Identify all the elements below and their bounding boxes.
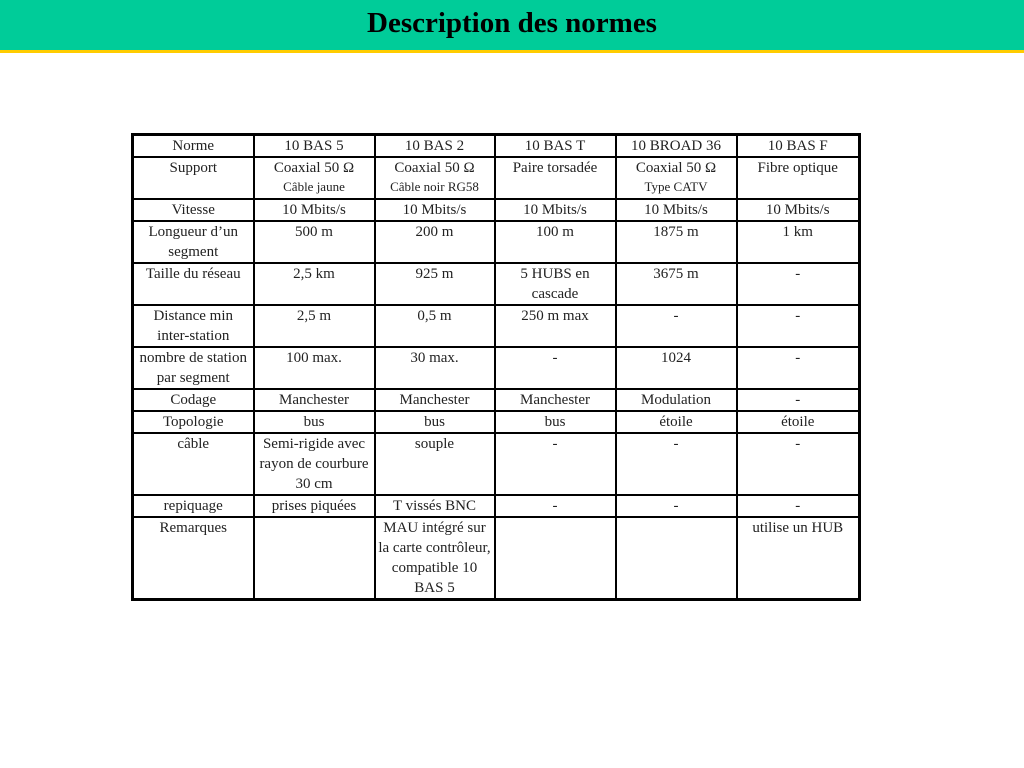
table-cell xyxy=(616,157,737,199)
header-cell-norme: Norme xyxy=(133,135,254,158)
table-cell: 10 Mbits/s xyxy=(254,199,375,221)
row-label: Longueur d’un segment xyxy=(133,221,254,263)
table-cell: étoile xyxy=(737,411,860,433)
row-label: repiquage xyxy=(133,495,254,517)
row-label: Remarques xyxy=(133,517,254,600)
table-row xyxy=(133,305,860,347)
row-label: câble xyxy=(133,433,254,495)
norms-table xyxy=(131,133,861,601)
table-cell: 100 m xyxy=(495,221,616,263)
table-cell: bus xyxy=(375,411,495,433)
table-cell: 2,5 km xyxy=(254,263,375,305)
header-cell-10broad36: 10 BROAD 36 xyxy=(616,135,737,158)
cell-sub: Type CATV xyxy=(644,179,708,194)
table-cell: 5 HUBS en cascade xyxy=(495,263,616,305)
table-cell: - xyxy=(616,433,737,495)
table-cell: - xyxy=(737,495,860,517)
table-cell xyxy=(375,157,495,199)
table-cell: 10 Mbits/s xyxy=(616,199,737,221)
cell-main: Coaxial 50 Ω xyxy=(394,160,475,176)
row-label: Distance min inter-station xyxy=(133,305,254,347)
row-label: nombre de station par segment xyxy=(133,347,254,389)
table-row xyxy=(133,347,860,389)
table-row xyxy=(133,411,860,433)
table-cell: - xyxy=(737,433,860,495)
table-cell: - xyxy=(737,389,860,411)
cell-sub: Câble noir RG58 xyxy=(390,179,479,194)
table-cell: - xyxy=(737,305,860,347)
table-cell: Manchester xyxy=(375,389,495,411)
table-row xyxy=(133,389,860,411)
table-cell: 925 m xyxy=(375,263,495,305)
table-row xyxy=(133,157,860,199)
table-cell xyxy=(495,517,616,600)
table-cell: 200 m xyxy=(375,221,495,263)
table-cell: Manchester xyxy=(495,389,616,411)
table-cell: 10 Mbits/s xyxy=(495,199,616,221)
table-row xyxy=(133,263,860,305)
table-cell: 10 Mbits/s xyxy=(737,199,860,221)
table-cell xyxy=(254,157,375,199)
table-row xyxy=(133,433,860,495)
table-cell xyxy=(254,517,375,600)
table-cell: étoile xyxy=(616,411,737,433)
row-label: Topologie xyxy=(133,411,254,433)
table-cell: Semi-rigide avec rayon de courbure 30 cm xyxy=(254,433,375,495)
header-cell-10bast: 10 BAS T xyxy=(495,135,616,158)
table-cell: 1024 xyxy=(616,347,737,389)
table-cell: 1 km xyxy=(737,221,860,263)
cell-main: Paire torsadée xyxy=(512,160,598,176)
table-cell: 1875 m xyxy=(616,221,737,263)
cell-main: Coaxial 50 Ω xyxy=(635,160,717,176)
table-cell: Manchester xyxy=(254,389,375,411)
table-cell: 30 max. xyxy=(375,347,495,389)
table-cell: - xyxy=(616,305,737,347)
table-row xyxy=(133,495,860,517)
table-cell: 0,5 m xyxy=(375,305,495,347)
header-cell-10bas5: 10 BAS 5 xyxy=(254,135,375,158)
row-label: Support xyxy=(133,157,254,199)
cell-main: Fibre optique xyxy=(757,160,838,176)
table-cell: 500 m xyxy=(254,221,375,263)
table-cell: - xyxy=(495,433,616,495)
table-cell xyxy=(495,157,616,199)
table-cell: bus xyxy=(495,411,616,433)
row-label: Taille du réseau xyxy=(133,263,254,305)
title-bar xyxy=(0,0,1024,53)
table-cell: 250 m max xyxy=(495,305,616,347)
table-cell: MAU intégré sur la carte contrôleur, compatible 10 BAS 5 xyxy=(375,517,495,600)
table-cell: - xyxy=(616,495,737,517)
table-cell: 10 Mbits/s xyxy=(375,199,495,221)
table-cell: - xyxy=(737,347,860,389)
header-cell-10basf: 10 BAS F xyxy=(737,135,860,158)
cell-sub: Câble jaune xyxy=(283,179,345,194)
row-label: Vitesse xyxy=(133,199,254,221)
table-cell: 100 max. xyxy=(254,347,375,389)
table-cell: 3675 m xyxy=(616,263,737,305)
table-cell: utilise un HUB xyxy=(737,517,860,600)
row-label: Codage xyxy=(133,389,254,411)
table-cell: - xyxy=(495,347,616,389)
table-row xyxy=(133,517,860,600)
cell-main: Coaxial 50 Ω xyxy=(273,160,355,176)
table-cell: 2,5 m xyxy=(254,305,375,347)
table-cell: T vissés BNC xyxy=(375,495,495,517)
table-cell: prises piquées xyxy=(254,495,375,517)
table-cell: souple xyxy=(375,433,495,495)
table-header-row xyxy=(133,135,860,158)
table-cell: Modulation xyxy=(616,389,737,411)
table-cell xyxy=(737,157,860,199)
table-row xyxy=(133,221,860,263)
table-row xyxy=(133,199,860,221)
page-title: Description des normes xyxy=(367,6,657,39)
table-cell: - xyxy=(495,495,616,517)
table-cell: bus xyxy=(254,411,375,433)
table-cell: - xyxy=(737,263,860,305)
header-cell-10bas2: 10 BAS 2 xyxy=(375,135,495,158)
table-cell xyxy=(616,517,737,600)
